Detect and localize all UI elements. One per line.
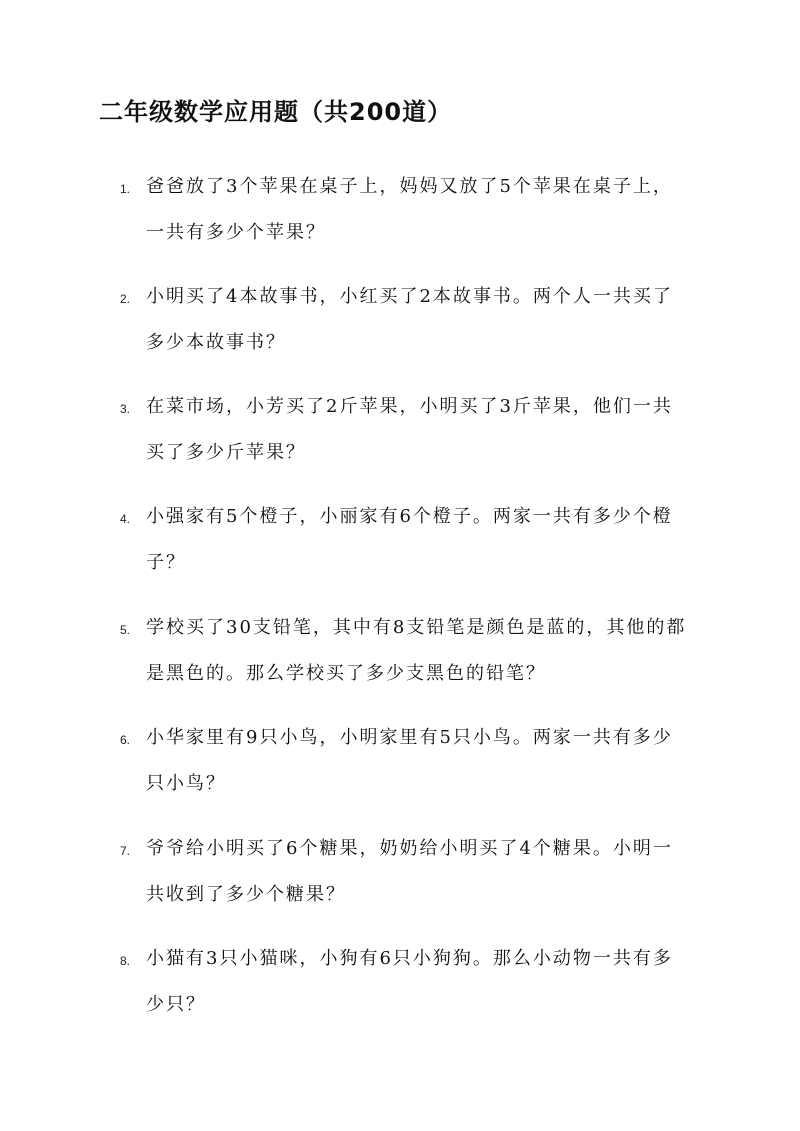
- question-text-line: 在菜市场，小芳买了2斤苹果，小明买了3斤苹果，他们一共: [146, 396, 673, 417]
- question-text-line: 只小鸟？: [146, 773, 226, 794]
- question-text-line: 小华家里有9只小鸟，小明家里有5只小鸟。两家一共有多少: [146, 727, 673, 748]
- question-number: 4.: [120, 512, 131, 526]
- question-text-line: 小猫有3只小猫咪，小狗有6只小狗狗。那么小动物一共有多: [146, 948, 673, 969]
- question-number: 8.: [120, 954, 131, 968]
- question-number: 7.: [120, 844, 131, 858]
- question-number: 6.: [120, 733, 131, 747]
- question-text-line: 子？: [146, 552, 186, 573]
- question-text-line: 共收到了多少个糖果？: [146, 884, 346, 905]
- question-text-line: 多少本故事书？: [146, 332, 286, 353]
- question-text-line: 是黑色的。那么学校买了多少支黑色的铅笔？: [146, 663, 546, 684]
- question-text-line: 爷爷给小明买了6个糖果，奶奶给小明买了4个糖果。小明一: [146, 838, 673, 859]
- question-text-line: 小强家有5个橙子，小丽家有6个橙子。两家一共有多少个橙: [146, 506, 673, 527]
- question-text-line: 少只？: [146, 994, 206, 1015]
- question-text-line: 小明买了4本故事书，小红买了2本故事书。两个人一共买了: [146, 286, 673, 307]
- question-text-line: 买了多少斤苹果？: [146, 442, 306, 463]
- question-number: 3.: [120, 402, 131, 416]
- question-number: 2.: [120, 292, 131, 306]
- question-text-line: 学校买了30支铅笔，其中有8支铅笔是颜色是蓝的，其他的都: [146, 617, 687, 638]
- page-title: 二年级数学应用题（共200道）: [99, 98, 453, 126]
- question-number: 1.: [120, 182, 131, 196]
- question-number: 5.: [120, 623, 131, 637]
- question-text-line: 一共有多少个苹果？: [146, 222, 326, 243]
- question-text-line: 爸爸放了3个苹果在桌子上，妈妈又放了5个苹果在桌子上，: [146, 176, 673, 197]
